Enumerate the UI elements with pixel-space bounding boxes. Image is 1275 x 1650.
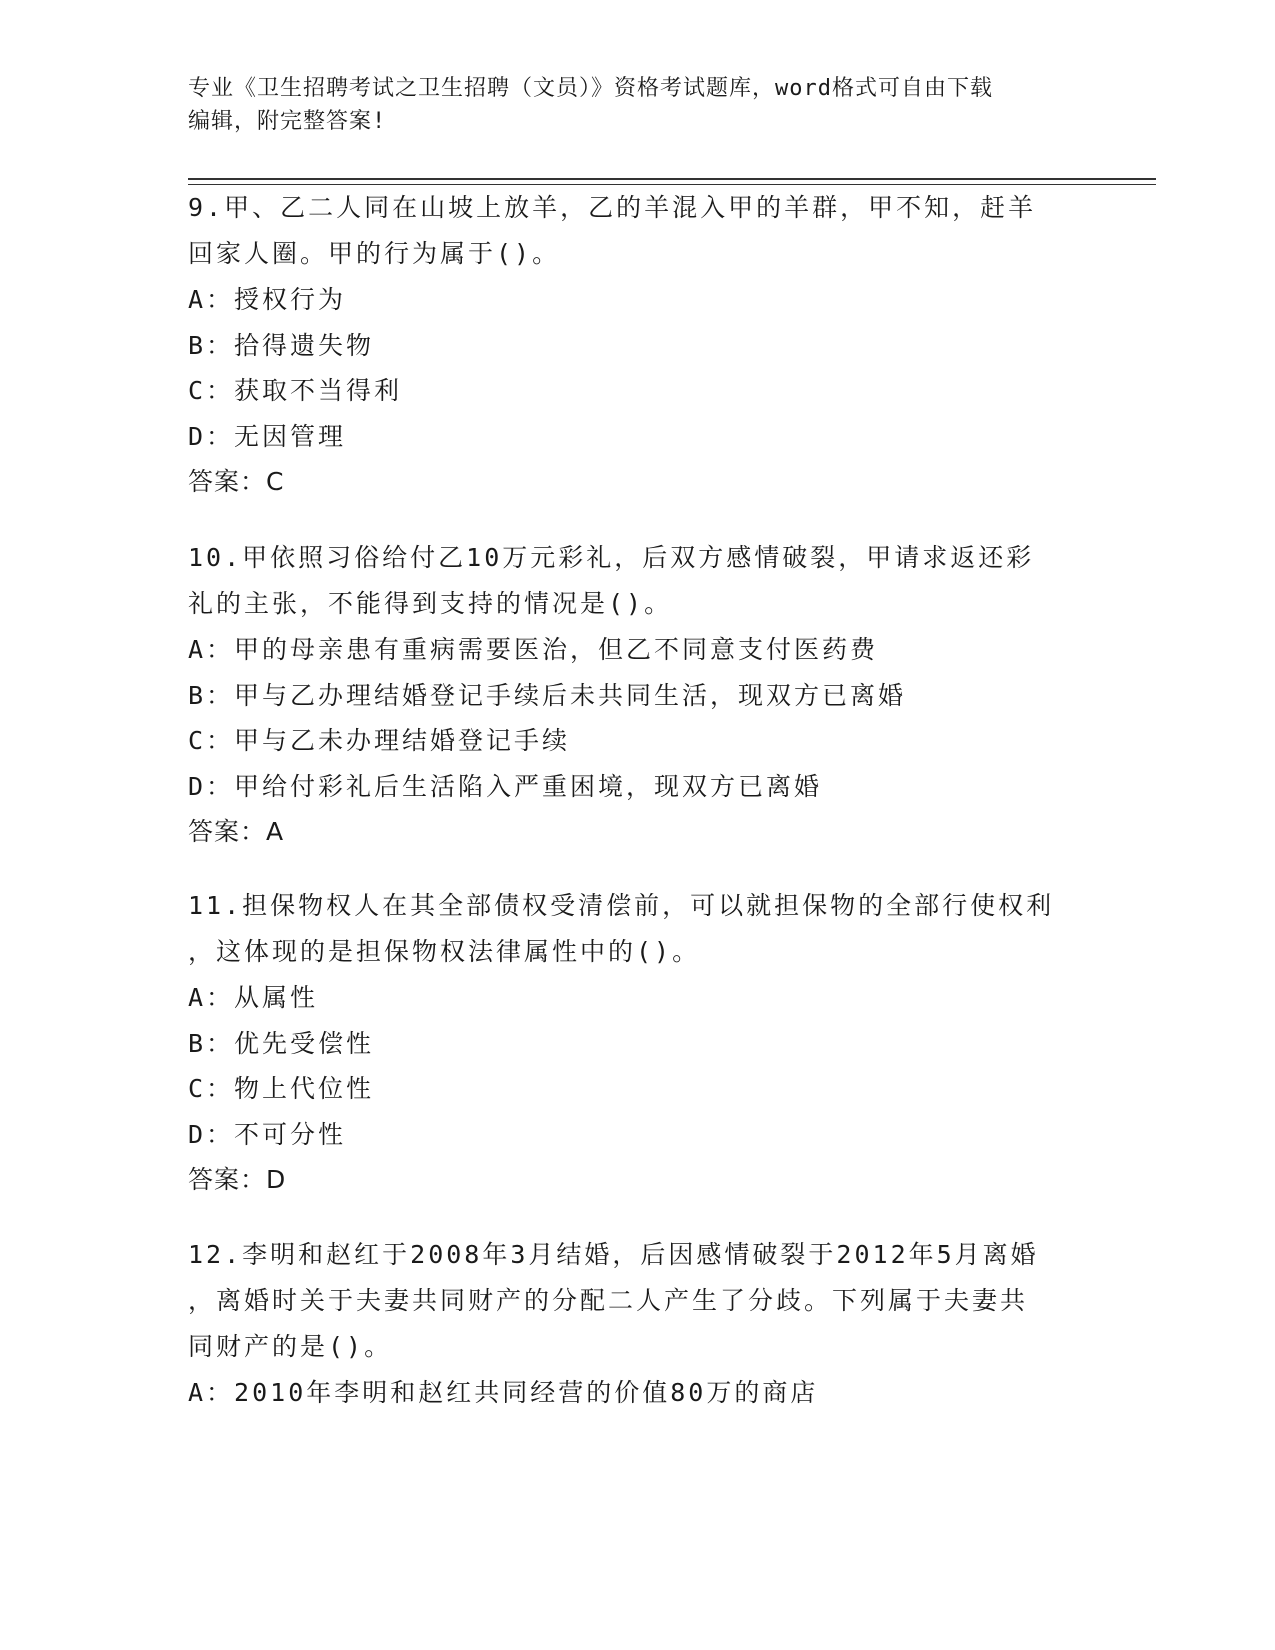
question-stem-line: ，这体现的是担保物权法律属性中的()。 bbox=[188, 937, 701, 966]
question-stem-line: 同财产的是()。 bbox=[188, 1332, 393, 1361]
question-stem-line: 9.甲、乙二人同在山坡上放羊，乙的羊混入甲的羊群，甲不知，赶羊 bbox=[188, 193, 1037, 222]
option-b: B：拾得遗失物 bbox=[188, 330, 375, 360]
option-c: C：物上代位性 bbox=[188, 1074, 375, 1103]
question-stem-line: 10.甲依照习俗给付乙10万元彩礼，后双方感情破裂，甲请求返还彩 bbox=[188, 543, 1035, 572]
option-d: D：甲给付彩礼后生活陷入严重困境，现双方已离婚 bbox=[188, 771, 823, 801]
question-stem-line: ，离婚时关于夫妻共同财产的分配二人产生了分歧。下列属于夫妻共 bbox=[188, 1286, 1029, 1315]
option-a: A：授权行为 bbox=[188, 285, 347, 314]
question-stem-line: 回家人圈。甲的行为属于()。 bbox=[188, 239, 561, 268]
option-c: C：甲与乙未办理结婚登记手续 bbox=[188, 726, 571, 755]
answer-label: 答案：A bbox=[188, 817, 285, 846]
question-10 bbox=[188, 535, 1088, 855]
header-divider bbox=[188, 178, 1156, 180]
option-c: C：获取不当得利 bbox=[188, 376, 403, 405]
document-header bbox=[188, 72, 1088, 138]
option-d: D：不可分性 bbox=[188, 1119, 347, 1149]
option-a: A：2010年李明和赵红共同经营的价值80万的商店 bbox=[188, 1378, 819, 1407]
header-line-1: 专业《卫生招聘考试之卫生招聘（文员）》资格考试题库，word格式可自由下载 bbox=[188, 76, 993, 101]
question-stem-line: 11.担保物权人在其全部债权受清偿前，可以就担保物的全部行使权利 bbox=[188, 891, 1055, 920]
option-b: B：优先受偿性 bbox=[188, 1028, 375, 1058]
question-stem-line: 礼的主张，不能得到支持的情况是()。 bbox=[188, 589, 673, 618]
question-stem-line: 12.李明和赵红于2008年3月结婚，后因感情破裂于2012年5月离婚 bbox=[188, 1240, 1039, 1269]
question-11 bbox=[188, 883, 1088, 1203]
option-a: A：甲的母亲患有重病需要医治，但乙不同意支付医药费 bbox=[188, 635, 879, 664]
question-9 bbox=[188, 185, 1088, 505]
question-12 bbox=[188, 1232, 1088, 1416]
option-a: A：从属性 bbox=[188, 983, 319, 1012]
header-line-2: 编辑，附完整答案! bbox=[188, 109, 387, 134]
answer-label: 答案：D bbox=[188, 1165, 287, 1194]
option-b: B：甲与乙办理结婚登记手续后未共同生活，现双方已离婚 bbox=[188, 680, 907, 710]
option-d: D：无因管理 bbox=[188, 421, 347, 451]
answer-label: 答案：C bbox=[188, 467, 285, 496]
